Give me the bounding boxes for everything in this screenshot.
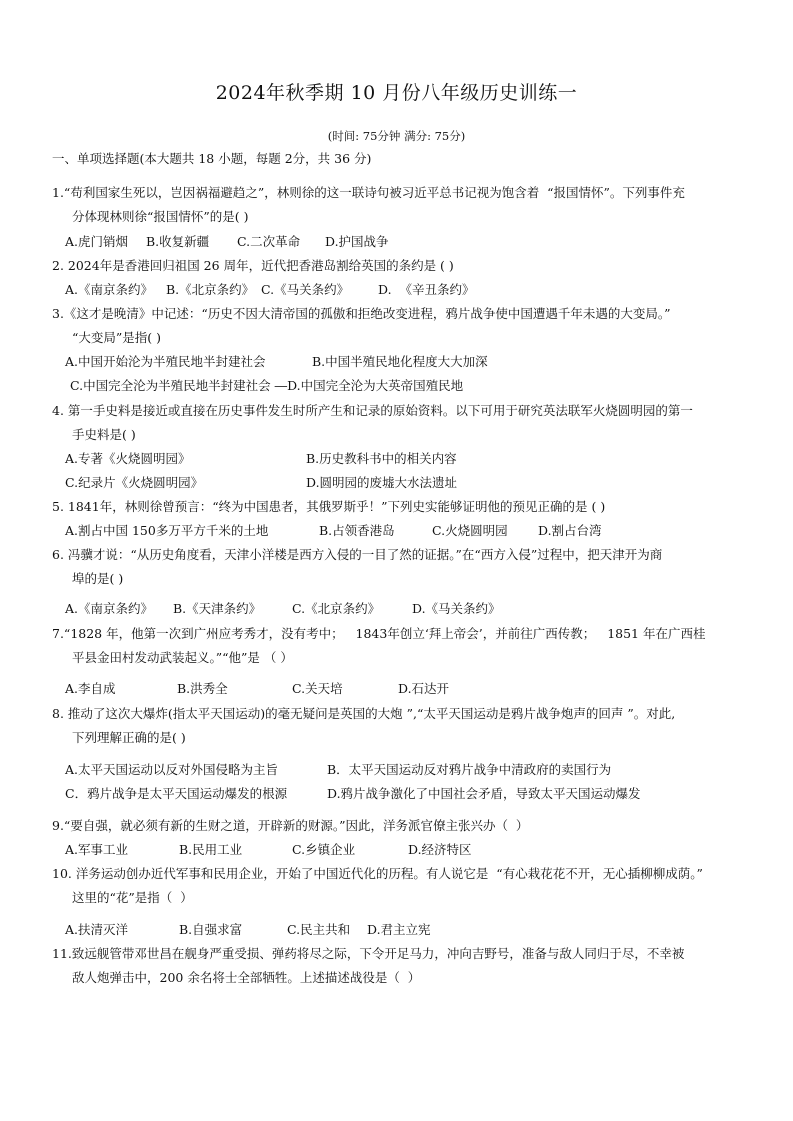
- question-8-option-d: D.鸦片战争激化了中国社会矛盾，导致太平天国运动爆发: [327, 786, 641, 801]
- question-10-text: 10. 洋务运动创办近代军事和民用企业，开始了中国近代化的历程。有人说它是 “有心栽花花不开，无心插柳柳成荫。”: [52, 866, 703, 881]
- question-3-option-a: A.中国开始沦为半殖民地半封建社会: [65, 354, 266, 369]
- question-4-text-cont: 手史料是( ): [72, 427, 136, 442]
- question-4-option-d: D.圆明园的废墟大水法遗址: [306, 475, 458, 490]
- question-7-option-d: D.石达开: [398, 681, 450, 696]
- question-4-text: 4. 第一手史料是接近或直接在历史事件发生时所产生和记录的原始资料。以下可用于研究英法联军火烧圆明园的第一: [52, 403, 693, 418]
- question-9-text: 9.“要自强，就必须有新的生财之道，开辟新的财源。”因此，洋务派官僚主张兴办（ ）: [52, 818, 529, 833]
- question-8-option-b: B．太平天国运动反对鸦片战争中清政府的卖国行为: [327, 762, 612, 777]
- question-5-text: 5. 1841年，林则徐曾预言：“终为中国患者，其俄罗斯乎！”下列史实能够证明他的预见正确的是 ( ): [52, 499, 606, 514]
- question-7-option-c: C.关天培: [292, 681, 343, 696]
- question-5-option-c: C.火烧圆明园: [432, 523, 508, 538]
- question-6-option-b: B.《天津条约》: [173, 601, 262, 616]
- question-3-text: 3.《这才是晚清》中记述：“历史不因大清帝国的孤傲和拒绝改变进程，鸦片战争使中国遭遇千年未遇的大变局。”: [52, 306, 671, 321]
- question-9-option-d: D.经济特区: [408, 842, 472, 857]
- question-10-option-c: C.民主共和: [287, 922, 351, 937]
- question-6-option-d: D.《马关条约》: [412, 601, 501, 616]
- question-9-option-c: C.乡镇企业: [292, 842, 356, 857]
- question-7-text: 7.“1828 年，他第一次到广州应考秀才，没有考中； 1843年创立‘拜上帝会’，并前往广西传教； 1851 年在广西桂: [52, 626, 706, 641]
- question-1-text: 1.“苟利国家生死以，岂因祸福避趋之”，林则徐的这一联诗句被习近平总书记视为饱含着 “报国情怀”。下列事件充: [52, 185, 685, 200]
- question-1-option-c: C.二次革命: [237, 234, 301, 249]
- question-6-option-a: A.《南京条约》: [65, 601, 154, 616]
- question-2-option-a: A.《南京条约》: [65, 282, 154, 297]
- question-5-option-b: B.占领香港岛: [319, 523, 395, 538]
- exam-title: 2024年秋季期 10 月份八年级历史训练一: [215, 82, 578, 104]
- question-6-option-c: C.《北京条约》: [292, 601, 381, 616]
- question-1-text-cont: 分体现林则徐“报国情怀”的是( ): [72, 209, 249, 224]
- question-2-option-b: B.《北京条约》: [166, 282, 255, 297]
- question-4-option-c: C.纪录片《火烧圆明园》: [65, 475, 204, 490]
- question-5-option-a: A.割占中国 150多万平方千米的土地: [65, 523, 269, 538]
- question-8-option-a: A.太平天国运动以反对外国侵略为主旨: [65, 762, 279, 777]
- question-9-option-a: A.军事工业: [65, 842, 129, 857]
- exam-subtitle: (时间: 75分钟 满分: 75分): [327, 129, 466, 143]
- question-1-option-d: D.护国战争: [325, 234, 389, 249]
- question-2-option-d: D. 《辛丑条约》: [378, 282, 475, 297]
- question-6-text-cont: 埠的是( ): [72, 571, 124, 586]
- question-7-text-cont: 平县金田村发动武装起义。”“他”是 （ ）: [72, 650, 293, 665]
- question-11-text: 11.致远舰管带邓世昌在舰身严重受损、弹药将尽之际，下令开足马力，冲向吉野号，准备与敌人同归于尽，不幸被: [52, 946, 685, 961]
- question-10-option-d: D.君主立宪: [367, 922, 431, 937]
- question-10-option-a: A.扶清灭洋: [65, 922, 129, 937]
- question-1-option-a: A.虎门销烟: [65, 234, 129, 249]
- question-6-text: 6. 冯骥才说：“从历史角度看，天津小洋楼是西方入侵的一目了然的证据。”在“西方入侵”过程中，把天津开为商: [52, 547, 663, 562]
- question-1-option-b: B.收复新疆: [146, 234, 210, 249]
- question-3-text-cont: “大变局”是指( ): [72, 330, 162, 345]
- question-10-option-b: B.自强求富: [179, 922, 243, 937]
- question-5-option-d: D.割占台湾: [538, 523, 602, 538]
- question-8-text-cont: 下列理解正确的是( ): [72, 730, 186, 745]
- question-2-option-c: C.《马关条约》: [261, 282, 350, 297]
- question-2-text: 2. 2024年是香港回归祖国 26 周年，近代把香港岛割给英国的条约是 ( ): [52, 258, 454, 273]
- question-7-option-b: B.洪秀全: [177, 681, 228, 696]
- question-10-text-cont: 这里的“花”是指（ ）: [72, 890, 193, 905]
- question-4-option-b: B.历史教科书中的相关内容: [306, 451, 457, 466]
- question-11-text-cont: 敌人炮弹击中，200 余名将士全部牺牲。上述描述战役是（ ）: [72, 970, 421, 985]
- question-8-option-c: C．鸦片战争是太平天国运动爆发的根源: [65, 786, 288, 801]
- question-3-option-cd: C.中国完全沦为半殖民地半封建社会 ―D.中国完全沦为大英帝国殖民地: [70, 378, 464, 393]
- question-7-option-a: A.李自成: [65, 681, 116, 696]
- question-4-option-a: A.专著《火烧圆明园》: [65, 451, 191, 466]
- question-9-option-b: B.民用工业: [179, 842, 243, 857]
- question-3-option-b: B.中国半殖民地化程度大大加深: [312, 354, 488, 369]
- question-8-text: 8. 推动了这次大爆炸(指太平天国运动)的毫无疑问是英国的大炮 ”,“太平天国运动是鸦片战争炮声的回声 ”。对此,: [52, 706, 676, 721]
- section-heading: 一、单项选择题(本大题共 18 小题，每题 2分，共 36 分): [52, 151, 372, 166]
